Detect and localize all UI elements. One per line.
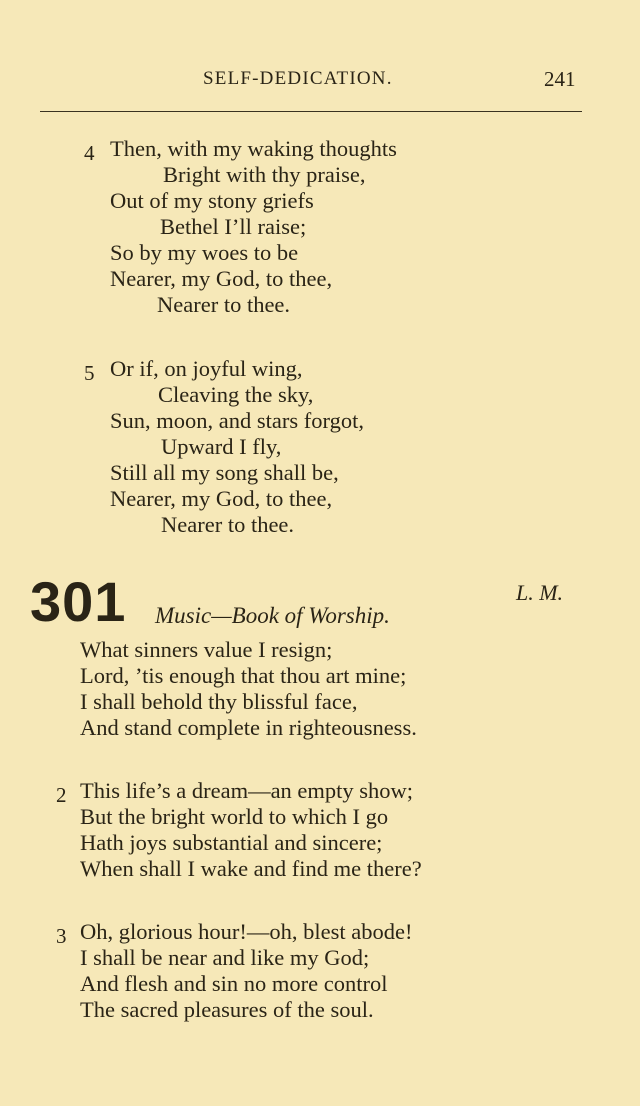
stanza-line: Bethel I’ll raise; [160,214,307,239]
stanza-line: Bright with thy praise, [163,162,366,187]
section-title: SELF-DEDICATION. [203,68,393,89]
hymn-number: 301 [30,570,127,633]
stanza-line: Cleaving the sky, [158,382,314,407]
stanza-line: Hath joys substantial and sincere; [80,830,383,855]
stanza-line: This life’s a dream—an empty show; [80,778,414,803]
stanza-line: Lord, ’tis enough that thou art mine; [80,663,407,688]
stanza-line: I shall be near and like my God; [80,945,370,970]
stanza-line: Out of my stony griefs [110,188,314,213]
meter: L. M. [516,580,564,605]
stanza-line: So by my woes to be [110,240,299,265]
stanza-line: Nearer to thee. [161,512,295,537]
page-number: 241 [544,67,576,91]
stanza-line: And stand complete in righteousness. [80,715,417,740]
stanza-line: But the bright world to which I go [80,804,389,829]
running-head [0,68,640,98]
stanza-line: Then, with my waking thoughts [110,136,397,161]
stanza-line: When shall I wake and find me there? [80,856,422,881]
stanza-line: The sacred pleasures of the soul. [80,997,374,1022]
stanza-line: Nearer, my God, to thee, [110,266,333,291]
stanza-line: Upward I fly, [161,434,282,459]
stanza-number: 5 [84,361,95,385]
stanza-line: Nearer, my God, to thee, [110,486,333,511]
tune-name: Music—Book of Worship. [155,603,390,628]
stanza-line: I shall behold thy blissful face, [80,689,358,714]
stanza-line: And flesh and sin no more control [80,971,388,996]
stanza-number: 2 [56,783,67,807]
stanza-line: What sinners value I resign; [80,637,333,662]
stanza-line: Still all my song shall be, [110,460,339,485]
stanza-line: Sun, moon, and stars forgot, [110,408,364,433]
stanza-line: Oh, glorious hour!—oh, blest abode! [80,919,413,944]
stanza-number: 3 [56,924,67,948]
stanza-line: Or if, on joyful wing, [110,356,303,381]
stanza-number: 4 [84,141,95,165]
header-rule [40,111,582,112]
stanza-line: Nearer to thee. [157,292,291,317]
